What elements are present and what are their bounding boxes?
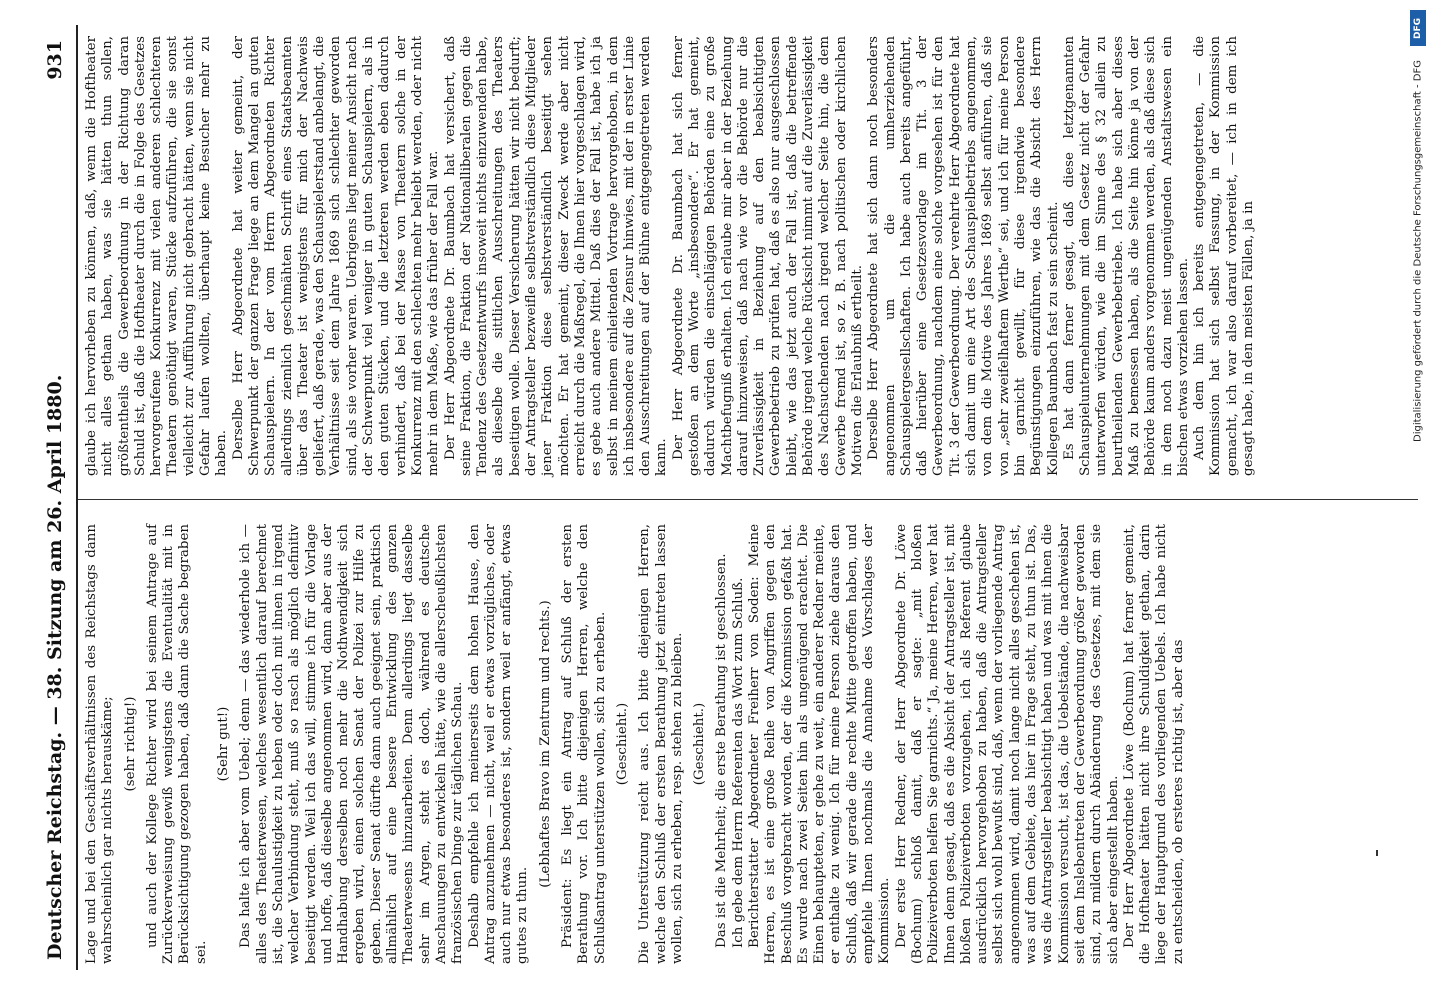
stage-direction: (Sehr gut!) [216, 706, 232, 782]
left-column [84, 524, 1187, 964]
running-head-title: Deutscher Reichstag. — 38. Sitzung am 26. April 1880. [44, 374, 66, 960]
right-column [84, 36, 1257, 476]
running-head [0, 0, 82, 1000]
paragraph: Deshalb empfehle ich meinerseits dem hohen Hause, den Antrag anzunehmen — nicht, weil er etwas vorzügliches, oder auch nur etwas besonderes ist, sondern weil er anfängt, etwas gutes zu thun. [466, 524, 531, 964]
page-number: 931 [44, 40, 66, 80]
stage-direction: (Geschieht.) [614, 702, 630, 786]
paragraph: Die Unterstützung reicht aus. Ich bitte diejenigen Herren, welche den Schluß der ersten Berathung jetzt eintreten lassen wollen, sich zu erheben, resp. stehen zu bleiben. [637, 524, 685, 964]
paragraph: Der erste Herr Redner, der Herr Abgeordnete Dr. Löwe (Bochum) schloß damit, daß er sagte: „mit bloßen Polizeiverboten helfen Sie garnichts.“ Ja, meine Herren, wer hat Ihnen denn gesagt, daß es die Absicht der Antragsteller ist, mit bloßen Polizeiverboten vorzugehen, ich als Referent glaube ausdrücklich hervorgehoben zu haben, daß die Antragsteller selbst sich wohl bewußt sind, daß, wenn der vorliegende Antrag angenommen wird, damit noch lange nicht alles geschehen ist, was auf dem Gebiete, das hier in Frage steht, zu thun ist. Das, was die Antragsteller beabsichtigt haben und was mit ihnen die Kommission versucht, ist das, die Uebelstände, die nachweisbar seit dem Inslebentreten der Gewerbeordnung größer geworden sind, zu mildern durch Abänderung des Gesetzes, mit dem sie sich aber eingestellt haben. [893, 524, 1121, 964]
dfg-logo: DFG [1410, 10, 1426, 46]
scan-speck [1376, 850, 1378, 856]
paragraph: Das ist die Mehrheit; die erste Berathung ist geschlossen. [714, 553, 730, 948]
header-rule [76, 25, 78, 970]
paragraph: Auch dem hin ich bereits entgegengetreten, — die Kommission hat sich selbst Fassung, in der Kommission gemacht, ich war also darauf vorbereitet, — ich in dem ich gesagt habe, in den meisten Fällen, ja in [1192, 36, 1257, 476]
stage-direction: (Geschieht.) [692, 702, 708, 786]
paragraph: Lage und bei den Geschäftsverhältnissen des Reichstags dann wahrscheinlich gar nichts herauskäme; [84, 524, 116, 964]
paragraph: Der Herr Abgeordnete Dr. Baumbach hat sich ferner gestoßen an dem Worte „insbesondere“. Er hat gemeint, dadurch würden die einschlägigen Behörden eine zu große Machtbefugniß erhalten. Ich erlaube mir aber in der Beziehung darauf hinzuweisen, daß nach wie vor die Behörde nur die Zuverlässigkeit in Beziehung auf den beabsichtigten Gewerbebetrieb zu prüfen hat, daß es also nur ausgeschlossen bleibt, wie das jetzt auch der Fall ist, daß die betreffende Behörde irgend welche Rücksicht nimmt auf die Zuverlässigkeit des Nachsuchenden nach irgend welcher Seite hin, die dem Gewerbe fremd ist, so z. B. nach politischen oder kirchlichen Motiven die Erlaubniß ertheilt. [670, 36, 865, 476]
paragraph: Derselbe Herr Abgeordnete hat sich dann noch besonders angenommen um die umherziehenden Schauspielergesellschaften. Ich habe auch bereits angeführt, daß hierüber eine Gesetzesvorlage im Tit. 3 der Gewerbeordnung, nachdem eine solche vorgesehen ist für den Tit. 3 der Gewerbeordnung. Der verehrte Herr Abgeordnete hat sich damit um eine Art des Schauspielbetriebs angenommen, von dem die Motive des Jahres 1869 selbst anführen, daß sie von „sehr zweifelhaftem Werthe“ sei, und ich für meine Person bin garnicht gewillt, für diese irgendwie besondere Begünstigungen einzuführen, wie das die Absicht des Herrn Kollegen Baumbach fast zu sein scheint. [866, 36, 1061, 476]
paragraph: und auch der Kollege Richter wird bei seinem Antrage auf Zurückverweisung gewiß wenigstens die Eventualität mit in Berücksichtigung gezogen haben, daß dann die Sache begraben sei. [144, 524, 209, 964]
digitization-credit: Digitalisierung gefördert durch die Deutsche Forschungsgemeinschaft - DFG [1412, 60, 1424, 443]
column-divider [78, 499, 1418, 500]
paragraph: Der Herr Abgeordnete Löwe (Bochum) hat ferner gemeint, die Hoftheater hätten nicht ihre Schuldigkeit gethan, darin liege der Hauptgrund des vorliegenden Uebels. Ich habe nicht zu entscheiden, ob ersteres richtig ist, aber das [1121, 524, 1186, 964]
paragraph: Der Herr Abgeordnete Dr. Baumbach hat versichert, daß seine Fraktion, die Fraktion der Nationalliberalen gegen die Tendenz des Gesetzentwurfs insoweit nichts einzuwenden habe, als dieselbe die sittlichen Ausschreitungen des Theaters beseitigen wolle. Dieser Versicherung hätten wir nicht bedurft; der Antragsteller bezweifle selbstverständlich diese Mitglieder jener Fraktion diese selbstverständlich beseitigt sehen möchten. Er hat gemeint, dieser Zweck werde aber nicht erreicht durch die Maßregel, die Ihnen hier vorgeschlagen wird, es gebe auch andere Mittel. Daß dies der Fall ist, habe ich ja selbst in meinem einleitenden Vortrage hervorgehoben, in dem ich insbesondere auf die Zensur hinwies, mit der in erster Linie den Ausschreitungen auf der Bühne entgegengetreten werden kann. [442, 36, 670, 476]
paragraph: Präsident: Es liegt ein Antrag auf Schluß der ersten Berathung vor. Ich bitte diejenigen Herren, welche den Schlußantrag unterstützen wollen, sich zu erheben. [560, 524, 608, 964]
paragraph: Das halte ich aber vom Uebel; denn — das wiederhole ich — alles des Theaterwesen, welches wesentlich darauf berechnet ist, die Schaulustigkeit zu heben oder doch mit ihnen in irgend welcher Verbindung steht, muß so rasch als möglich definitiv beseitigt werden. Weil ich das will, stimme ich für die Vorlage und hoffe, daß dieselbe angenommen wird, dann aber aus der Handhabung derselben noch mehr die Nothwendigkeit sich ergeben wird, einen solchen Senat der Polizei zur Hilfe zu geben. Dieser Senat dürfte dann auch geeignet sein, praktisch allmählich auf eine bessere Entwicklung des ganzen Theaterwesens hinzuarbeiten. Denn allerdings liegt dasselbe sehr im Argen, steht es doch, während es deutsche Anschauungen zu entwickeln hätte, wie die allerscheußlichsten französischen Dinge zur täglichen Schau. [238, 524, 466, 964]
paragraph: glaube ich hervorheben zu können, daß, wenn die Hoftheater nicht alles gethan haben, was sie hätten thun sollen, größtentheils die Gewerbeordnung in der Richtung daran Schuld ist, daß die Hoftheater durch die in Folge des Gesetzes hervorgerufene Konkurrenz mit vielen anderen schlechteren Theatern genöthigt waren, Stücke aufzuführen, die sie sonst vielleicht zur Aufführung nicht gebracht hätten, wenn sie nicht Gefahr laufen wollten, überhaupt keine Besucher mehr zu haben. [84, 36, 230, 476]
paragraph: Ich gebe dem Herrn Referenten das Wort zum Schluß. [730, 577, 746, 948]
paragraph: Berichterstatter Abgeordneter Freiherr von Soden: Meine Herren, es ist eine große Reihe von Angriffen gegen den Beschluß vorgebracht worden, der die Kommission gefaßt hat. Es wurde nach zwei Seiten hin als ungenügend erachtet. Die Einen behaupteten, er gehe zu weit, ein anderer Redner meinte, er enthalte zu wenig. Ich für meine Person ziehe daraus den Schluß, daß wir gerade die rechte Mitte getroffen haben, und empfehle Ihnen nochmals die Annahme des Vorschlages der Kommission. [746, 524, 893, 964]
paragraph: Es hat dann ferner gesagt, daß diese letztgenannten Schauspielunternehmungen mit dem Gesetz nicht der Gefahr unterworfen würden, wie die im Sinne des § 32 allein zu beurtheilenden Gewerbebetriebe. Ich habe sich aber dieses Maß zu bemessen haben, als die Seite hin könne ja von der Behörde kaum anders vorgenommen werden, als daß diese sich in dem noch dazu meist ungenügenden Anstaltswesen ein bischen etwas vorziehen lassen. [1061, 36, 1191, 476]
stage-direction: (sehr richtig!) [122, 696, 138, 792]
paragraph: Derselbe Herr Abgeordnete hat weiter gemeint, der Schwerpunkt der ganzen Frage liege an dem Mangel an guten Schauspielern. In der vom Herrn Abgeordneten Richter allerdings ziemlich geschmähten Schrift eines Staatsbeamten über das Theater ist wenigstens für mich der Nachweis geliefert, daß gerade, was den Schauspielerstand anbelangt, die Verhältnisse seit dem Jahre 1869 sich schlechter geworden sind, als sie vorher waren. Uebrigens liegt meiner Ansicht nach der Schwerpunkt viel weniger in guten Schauspielern, als in den guten Stücken, und die letzteren werden eben dadurch verhindert, daß bei der Masse von Theatern solche in der Konkurrenz mit den schlechten mehr beliebt werden, oder nicht mehr in dem Maße, wie das früher der Fall war. [230, 36, 442, 476]
stage-direction: (Lebhaftes Bravo im Zentrum und rechts.) [537, 600, 553, 888]
